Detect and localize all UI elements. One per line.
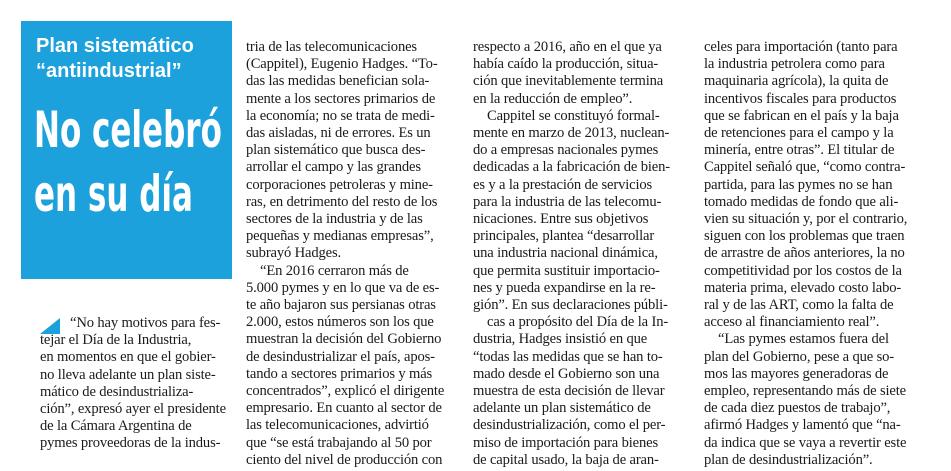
text-line: das aisladas, ni de errores. Es un [246,125,431,142]
text-line: celes para importación (tanto para [704,39,898,55]
text-line: plan del Gobierno, pese a que so- [704,348,894,365]
text-line: que “se está trabajando al 50 por [246,434,432,451]
text-line: sectores de la industria y de las [246,211,423,228]
text-line: do a empresas nacionales pymes [473,142,659,159]
text-line: empleo, representando más de siete [704,383,906,400]
headline [34,98,239,226]
text-line: concentrados”, explicó el dirigente [246,383,445,400]
text-line: nicaciones. Entre sus objetivos [473,211,649,228]
text-line: das las medidas benefician sola- [246,73,430,90]
text-line: incentivos fiscales para productos [704,90,897,107]
text-line: plan sistemático que busca des- [246,142,426,159]
article-column-1 [40,315,236,453]
text-line: mado desde el Gobierno son una [473,365,660,382]
text-line: ral y de las ART, como la falta de [704,297,894,314]
text-line: de desindustrializar el país, apos- [246,348,435,365]
text-line: mente a los sectores primarios de [246,90,436,107]
text-line: Cappitel señaló que, “como contra- [704,159,906,176]
text-line: corporaciones petroleras y mine- [246,176,433,193]
text-line: ción”, expresó ayer el presidente [40,401,226,418]
text-line: tejar el Día de la Industria, [40,332,192,349]
text-line: maquinaria agrícola), la quita de [704,73,889,90]
text-line: tria de las telecomunicaciones [246,39,417,55]
text-line: muestra de esta decisión de llevar [473,383,665,400]
text-line: mático de desindustrializa- [40,383,194,400]
text-line: había caído la producción, situa- [473,56,659,73]
text-line: afirmó Hadges y lamentó que “na- [704,417,901,434]
text-line: te año bajaron sus persianas otras [246,297,436,314]
text-line: plan de desindustrialización”. [704,451,873,468]
text-line: arrollar el campo y las grandes [246,159,421,176]
text-line: dustria, Hadges insistió en que [473,331,648,348]
text-line: cas a propósito del Día de la In- [487,314,669,331]
text-line: no lleva adelante un plan siste- [40,366,216,383]
text-line: principales, plantea “desarrollar [473,228,655,245]
text-line: las telecomunicaciones, advirtió [246,417,429,434]
text-line: en momentos en que el gobier- [40,349,216,366]
text-line: partida, para las pymes no se han [704,176,893,193]
text-line: que se fabrican en el país y la baja [704,107,899,124]
kicker-line-2: “antiindustrial” [36,60,182,82]
text-line: en la reducción de empleo”. [473,90,633,107]
text-line: tando a sectores primarios y más [246,365,433,382]
kicker-line-1: Plan sistemático [36,35,194,57]
text-line: minería, entre otras”. El titular de [704,142,895,159]
text-line: de cada diez puestos de trabajo”, [704,400,891,417]
text-line: nes y pueda expandirse en la re- [473,279,656,296]
text-line: ción que inevitablemente termina [473,73,664,90]
text-line: competitividad por los costos de la [704,262,902,279]
text-line: es y a la prestación de servicios [473,176,653,193]
article-column-4 [704,39,928,469]
text-line: subrayó Hadges. [246,245,342,262]
text-line: acceso al financiamiento real”. [704,314,880,331]
text-line: “Las pymes estamos fuera del [718,331,889,348]
text-line: miso de importación para bienes [473,434,659,451]
text-line: pymes proveedoras de la indus- [40,435,221,452]
text-line: vien su situación y, por el contrario, [704,211,908,228]
text-line: ras, en detrimento del resto de los [246,193,438,210]
text-line: adelante un plan sistemático de [473,400,651,417]
text-line: (Cappitel), Eugenio Hadges. “To- [246,56,438,73]
text-line: ciento del nivel de producción con [246,451,443,468]
headline-box [21,21,232,279]
text-line: Cappitel se constituyó formal- [487,107,660,124]
text-line: pequeñas y medianas empresas”, [246,228,434,245]
text-line: empresario. En cuanto al sector de [246,400,442,417]
text-line: una industria nacional dinámica, [473,245,658,262]
text-line: desindustrialización, como el per- [473,417,666,434]
text-line: 5.000 pymes y en lo que va de es- [246,279,440,296]
kicker [36,34,220,84]
text-line: mente en marzo de 2013, nuclean- [473,125,670,142]
text-line: 2.000, estos números son los que [246,314,434,331]
headline-line-2: en su día [34,165,193,223]
text-line: que permita sustituir importacio- [473,262,660,279]
text-line: “No hay motivos para fes- [70,315,221,331]
text-line: respecto a 2016, año en el que ya [473,39,662,55]
text-line: para la industria de las telecomu- [473,193,662,210]
text-line: dedicadas a la fabricación de bien- [473,159,670,176]
text-line: materia prima, elevado costo labo- [704,279,902,296]
text-line: de capital usado, la baja de aran- [473,451,659,468]
text-line: la economía; no se trata de medi- [246,107,435,124]
text-line: gión”. En sus declaraciones públi- [473,297,668,314]
text-line: “En 2016 cerraron más de [260,262,409,279]
text-line: “todas las medidas que se han to- [473,348,663,365]
text-line: mos las mayores generadoras de [704,365,889,382]
headline-line-1: No celebró [34,101,222,159]
text-line: muestran la decisión del Gobierno [246,331,442,348]
text-line: de retenciones para el campo y la [704,125,894,142]
text-line: de arrastre de años anteriores, la no [704,245,905,262]
text-line: da indica que se vaya a revertir este [704,434,907,451]
text-line: de la Cámara Argentina de [40,418,192,435]
text-line: tomado medidas de fondo que ali- [704,193,899,210]
text-line: siguen con los problemas que traen [704,228,905,245]
article-column-3 [473,39,685,469]
text-line: la industria petrolera como para [704,56,885,73]
article-column-2 [246,39,452,469]
